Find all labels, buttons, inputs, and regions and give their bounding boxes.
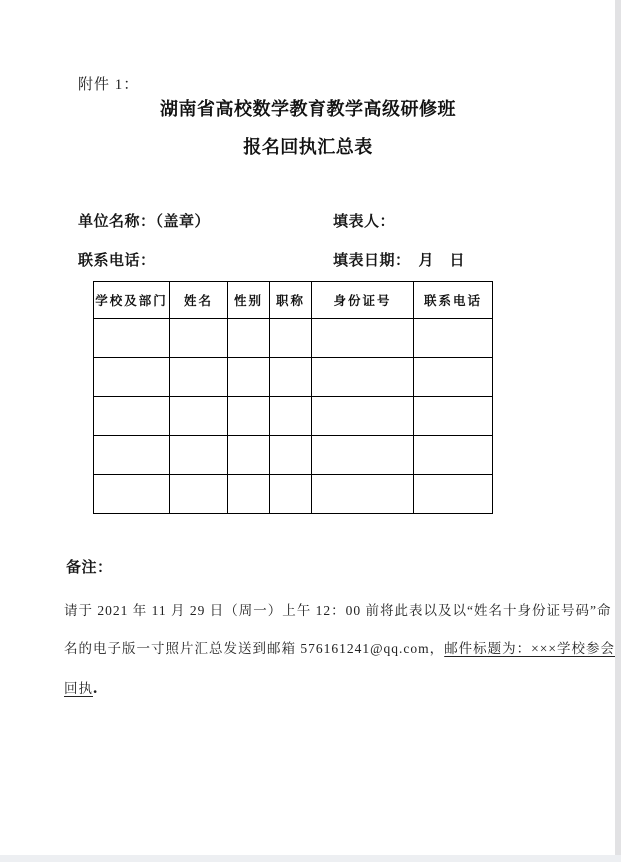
table-cell [312,475,414,514]
table-cell [94,397,170,436]
table-cell [414,319,493,358]
remark-line-1: 请于 2021 年 11 月 29 日（周一）上午 12：00 前将此表以及以“姓名十身份证号码”命 [64,603,612,618]
table-cell [94,436,170,475]
table-header-row [94,282,493,319]
table-cell [414,436,493,475]
table-cell [312,358,414,397]
col-header-title: 职称 [270,282,312,319]
remark-line-2 [64,637,616,657]
table-cell [228,436,270,475]
table-row [94,358,493,397]
fill-date-label: 填表日期： 月 日 [333,252,466,269]
signup-summary-table [93,281,493,514]
table-cell [270,358,312,397]
remark-line-3-period: . [93,678,98,697]
col-header-id-number: 身份证号 [312,282,414,319]
table-cell [270,475,312,514]
table-row [94,319,493,358]
table-cell [170,397,228,436]
table-cell [414,397,493,436]
table-cell [228,397,270,436]
table-cell [414,358,493,397]
page-edge-right [615,0,621,862]
page-edge-bottom [0,855,621,862]
table-cell [228,358,270,397]
col-header-gender: 性别 [228,282,270,319]
table-cell [228,319,270,358]
table-cell [94,358,170,397]
table-cell [270,397,312,436]
table-cell [170,358,228,397]
attachment-label: 附件 1： [78,77,140,93]
col-header-name: 姓名 [170,282,228,319]
remark-line-2-text: 名的电子版一寸照片汇总发送到邮箱 576161241@qq.com， [64,641,445,656]
table-cell [312,319,414,358]
remark-line-3 [64,677,564,698]
table-row [94,436,493,475]
table-cell [94,319,170,358]
table-cell [312,436,414,475]
doc-title-line1: 湖南省高校数学教育教学高级研修班 [160,99,456,119]
table-cell [414,475,493,514]
table-cell [270,436,312,475]
table-cell [312,397,414,436]
table-cell [94,475,170,514]
contact-phone-label: 联系电话： [78,252,156,269]
remark-label: 备注： [66,559,113,576]
remark-line-3-underlined: 回执 [64,681,93,696]
table-row [94,397,493,436]
doc-title-line2: 报名回执汇总表 [243,137,373,157]
table-row [94,475,493,514]
form-filler-label: 填表人： [333,213,396,230]
table-cell [170,319,228,358]
unit-name-label: 单位名称：（盖章） [78,213,211,230]
col-header-school-dept: 学校及部门 [94,282,170,319]
table-cell [170,475,228,514]
table-cell [228,475,270,514]
table-cell [270,319,312,358]
remark-line-2-underlined: 邮件标题为：×××学校参会 [444,641,616,656]
table-cell [170,436,228,475]
col-header-phone: 联系电话 [414,282,493,319]
